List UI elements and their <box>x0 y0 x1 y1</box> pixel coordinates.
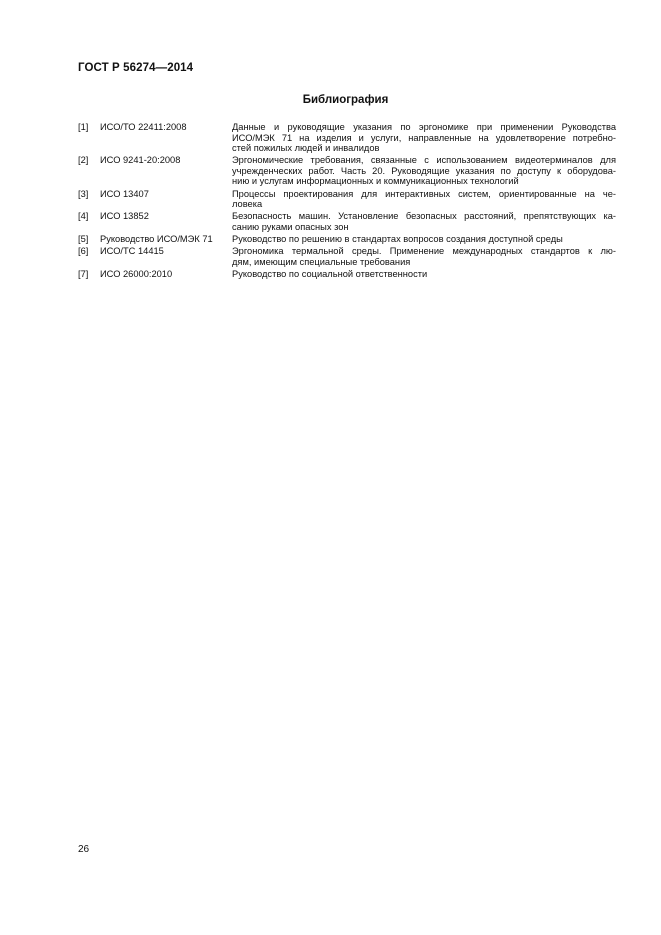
description-line: Эргономика термальной среды. Применение международных стандартов к лю- <box>232 246 616 257</box>
entry-description <box>232 122 616 154</box>
description-line: дям, имеющим специальные требования <box>232 256 411 267</box>
entry-description <box>232 211 616 232</box>
section-title: Библиография <box>302 94 389 106</box>
description-line: нию и услугам информационных и коммуникационных технологий <box>232 176 519 187</box>
bibliography-list <box>78 122 616 281</box>
entry-number: [5] <box>78 233 89 244</box>
entry-number: [7] <box>78 268 89 279</box>
description-line: Руководство по решению в стандартах вопросов создания доступной среды <box>232 233 563 244</box>
page-number: 26 <box>78 844 90 855</box>
entry-reference: ИСО 26000:2010 <box>100 268 173 279</box>
entry-description <box>232 234 616 245</box>
entry-reference: ИСО 13852 <box>100 211 149 222</box>
description-line: ИСО/МЭК 71 на изделия и услуги, направленные на удовлетворение потребно- <box>232 132 616 143</box>
description-line: Руководство по социальной ответственности <box>232 268 428 279</box>
entry-reference: ИСО/ТО 22411:2008 <box>100 122 187 132</box>
entry-description <box>232 155 616 187</box>
bibliography-entry <box>78 122 616 154</box>
bibliography-entry <box>78 246 616 267</box>
entry-number: [2] <box>78 155 89 166</box>
bibliography-entry <box>78 234 616 245</box>
entry-description <box>232 246 616 267</box>
description-line: Данные и руководящие указания по эргономике при применении Руководства <box>232 122 616 132</box>
entry-reference: ИСО 13407 <box>100 188 149 199</box>
entry-number: [1] <box>78 122 89 132</box>
bibliography-entry <box>78 155 616 187</box>
entry-description <box>232 269 616 280</box>
description-line: стей пожилых людей и инвалидов <box>232 143 380 154</box>
entry-number: [4] <box>78 211 89 222</box>
description-line: учрежденческих работ. Часть 20. Руководящие указания по доступу к оборудова- <box>232 165 616 176</box>
description-line: санию руками опасных зон <box>232 221 349 232</box>
description-line: Безопасность машин. Установление безопасных расстояний, препятствующих ка- <box>232 211 616 222</box>
entry-reference: ИСО/ТС 14415 <box>100 246 164 257</box>
document-header: ГОСТ Р 56274—2014 <box>78 62 194 74</box>
entry-number: [6] <box>78 246 89 257</box>
description-line: Эргономические требования, связанные с использованием видеотерминалов для <box>232 155 616 166</box>
entry-reference: ИСО 9241-20:2008 <box>100 155 181 166</box>
entry-number: [3] <box>78 188 89 199</box>
description-line: ловека <box>232 199 263 210</box>
bibliography-entry <box>78 269 616 280</box>
description-line: Процессы проектирования для интерактивных систем, ориентированные на че- <box>232 188 616 199</box>
bibliography-entry <box>78 211 616 232</box>
entry-description <box>232 189 616 210</box>
entry-reference: Руководство ИСО/МЭК 71 <box>100 233 213 244</box>
bibliography-entry <box>78 189 616 210</box>
